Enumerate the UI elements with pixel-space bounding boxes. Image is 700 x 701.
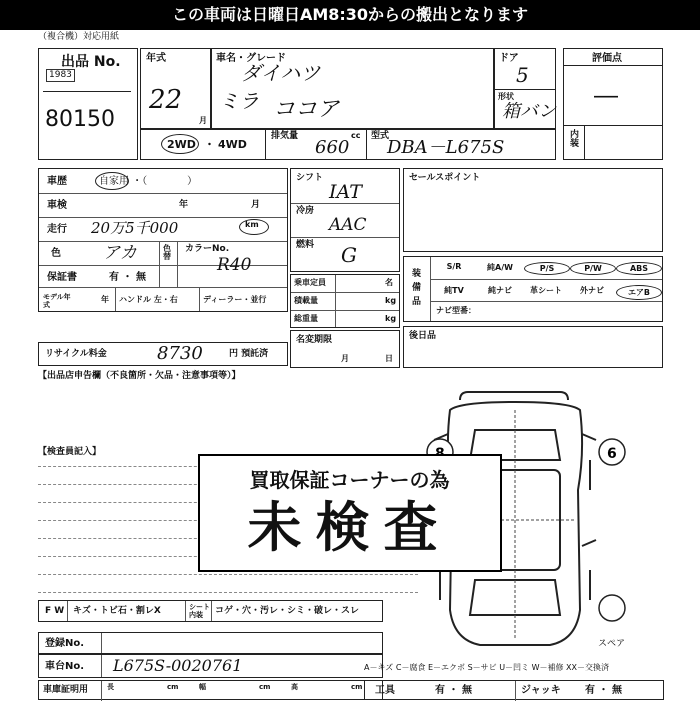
handle-options: ハンドル 左・右	[119, 295, 178, 304]
shift-label: シフト	[296, 173, 324, 183]
tools-value: 有 ・ 無	[435, 685, 472, 696]
mileage-label: 走行	[47, 224, 67, 235]
equipment-item: 純ナビ	[488, 286, 512, 295]
equipment-item: ABS	[616, 262, 662, 275]
interior-label: 内装	[570, 130, 580, 149]
shape-label: 形状	[498, 92, 514, 101]
exhibitor-note: 【出品店申告欄（不良箇所・欠品・注意事項等）】	[38, 371, 241, 381]
equipment-item: P/S	[524, 262, 570, 275]
chassis-value: L675S-0020761	[113, 656, 243, 675]
model-year-label: モデル年式	[43, 293, 71, 309]
color-value: アカ	[103, 243, 137, 263]
jack-label: ジャッキ	[521, 685, 561, 696]
seat-label: シート内装	[189, 603, 210, 619]
tire-right-value: 6	[607, 446, 617, 462]
model-grade: ココア	[273, 97, 340, 122]
rating-label: 評価点	[592, 53, 622, 64]
year-month-label: 月	[199, 116, 207, 125]
year-box	[140, 48, 212, 130]
color-no-label: カラーNo.	[185, 244, 230, 254]
fw-row	[38, 600, 383, 622]
equipment-item: P/W	[570, 262, 616, 275]
mileage-unit-circle	[239, 219, 269, 235]
garage-cert-cell: cm	[351, 683, 363, 691]
displacement-value: 660	[315, 137, 350, 158]
jack-value: 有 ・ 無	[585, 685, 622, 696]
equipment-item: S/R	[446, 262, 462, 271]
capacity-label: 乗車定員	[294, 278, 326, 287]
color-no-value: R40	[217, 255, 252, 275]
recycle-row	[38, 342, 288, 366]
warranty-value: 有 ・ 無	[109, 272, 146, 283]
equipment-item: 純TV	[444, 286, 464, 295]
recycle-label: リサイクル料金	[45, 349, 107, 359]
rename-label: 名変期限	[296, 335, 333, 345]
color-label: 色	[51, 248, 61, 259]
drive-4wd: 4WD	[218, 138, 247, 151]
garage-cert-cell: 高	[291, 683, 298, 691]
mileage-unit: km	[245, 220, 259, 229]
garage-cert-cell: cm	[259, 683, 271, 691]
navi-model-label: ナビ型番：	[436, 306, 476, 315]
lot-number: 80150	[45, 107, 115, 132]
lot-year: 1983	[46, 69, 75, 82]
load-label: 積載量	[294, 296, 318, 305]
garage-cert-cell: 長	[107, 683, 114, 691]
capacity-block	[290, 274, 400, 328]
history-block	[38, 168, 288, 312]
model-name: ミラ	[219, 89, 259, 113]
later-date-block	[403, 326, 663, 368]
garage-cert-row	[38, 680, 383, 700]
reki-label: 車歴	[47, 176, 67, 187]
equipment-item: エアB	[616, 285, 662, 300]
rename-block	[290, 330, 400, 368]
spare-label: スペア	[598, 639, 626, 649]
equipment-item: 革シート	[530, 286, 562, 295]
load-unit: kg	[385, 296, 397, 305]
drive-circle-mark	[161, 134, 199, 154]
lot-label: 出品 No.	[61, 54, 121, 70]
damage-legend: A－キズ C－腐食 E－エクボ S－サビ U－凹ミ W－補修 XX－交換済	[364, 663, 610, 672]
rename-month: 月	[341, 354, 349, 363]
garage-cert-label: 車庫証明用	[43, 685, 89, 695]
aircon-label: 冷房	[296, 206, 315, 216]
equipment-block	[403, 256, 663, 322]
aircon-value: AAC	[329, 215, 367, 235]
registration-row	[38, 632, 383, 654]
drive-sep: ・	[204, 138, 215, 151]
drive-row	[140, 128, 556, 160]
shaken-year: 年	[179, 200, 189, 210]
garage-cert-cell: 幅	[199, 683, 206, 691]
rating-value: ―	[594, 81, 618, 109]
recycle-unit: 円 預託済	[229, 349, 269, 359]
shift-block	[290, 168, 400, 272]
fuel-value: G	[341, 243, 357, 267]
fuel-label: 燃料	[296, 240, 315, 250]
shaken-label: 車検	[47, 200, 67, 211]
equipment-item: 外ナビ	[580, 286, 604, 295]
lot-number-box	[38, 48, 138, 160]
reki-value: 自家用 ・（ ）	[99, 176, 198, 187]
sales-point-label: セールスポイント	[409, 173, 481, 183]
year-value: 22	[149, 85, 183, 115]
type-label: 型式	[371, 131, 390, 141]
model-label: 車名・グレード	[216, 53, 286, 64]
shape-value: 箱バン	[502, 101, 556, 122]
inspector-note: 【検査員記入】	[38, 447, 102, 457]
gross-label: 総重量	[294, 314, 318, 323]
equipment-label: 装備品	[412, 269, 422, 307]
doors-value: 5	[516, 63, 529, 87]
fw-items: キズ・トビ石・割レX	[73, 606, 161, 616]
capacity-unit: 名	[385, 278, 393, 287]
tools-row	[364, 680, 664, 700]
dealer-options: ディーラー・並行	[203, 295, 267, 304]
doors-shape-box	[493, 48, 556, 130]
announcement-banner: この車両は日曜日AM8:30からの搬出となります	[0, 0, 700, 30]
year-label: 年式	[146, 53, 166, 64]
doors-label: ドア	[499, 53, 519, 64]
sales-point-block	[403, 168, 663, 252]
stamp-line-1: 買取保証コーナーの為	[249, 468, 450, 492]
seat-items: コゲ・穴・汚レ・シミ・破レ・スレ	[215, 606, 360, 616]
recycle-value: 8730	[157, 343, 203, 364]
rating-box	[563, 48, 663, 160]
color-change-label: 色替	[163, 244, 171, 261]
sheet-type-note: （複合機）対応用紙	[38, 32, 120, 42]
spare-tire-circle	[599, 595, 625, 621]
reki-circle-mark	[95, 172, 129, 190]
rename-day: 日	[385, 354, 393, 363]
model-box	[210, 48, 495, 130]
displacement-unit: cc	[351, 131, 361, 140]
gross-unit: kg	[385, 314, 397, 323]
shift-value: IAT	[329, 181, 362, 203]
tools-label: 工具	[375, 685, 395, 696]
model-year-unit: 年	[101, 295, 109, 304]
chassis-label: 車台No.	[45, 661, 85, 672]
stamp-line-2: 未検査	[247, 496, 452, 559]
fw-label: F W	[45, 606, 65, 616]
equipment-item: 純A/W	[487, 263, 513, 272]
unchecked-stamp	[198, 454, 502, 572]
later-date-label: 後日品	[409, 331, 437, 341]
type-value: DBA－L675S	[387, 137, 505, 158]
warranty-label: 保証書	[47, 272, 77, 283]
chassis-row	[38, 654, 383, 678]
shaken-month: 月	[251, 200, 261, 210]
model-maker: ダイハツ	[241, 61, 321, 85]
registration-label: 登録No.	[45, 638, 85, 649]
mileage-value: 20万5千000	[91, 219, 179, 237]
displacement-label: 排気量	[271, 131, 299, 141]
drive-2wd: 2WD	[167, 138, 196, 151]
garage-cert-cell: cm	[167, 683, 179, 691]
